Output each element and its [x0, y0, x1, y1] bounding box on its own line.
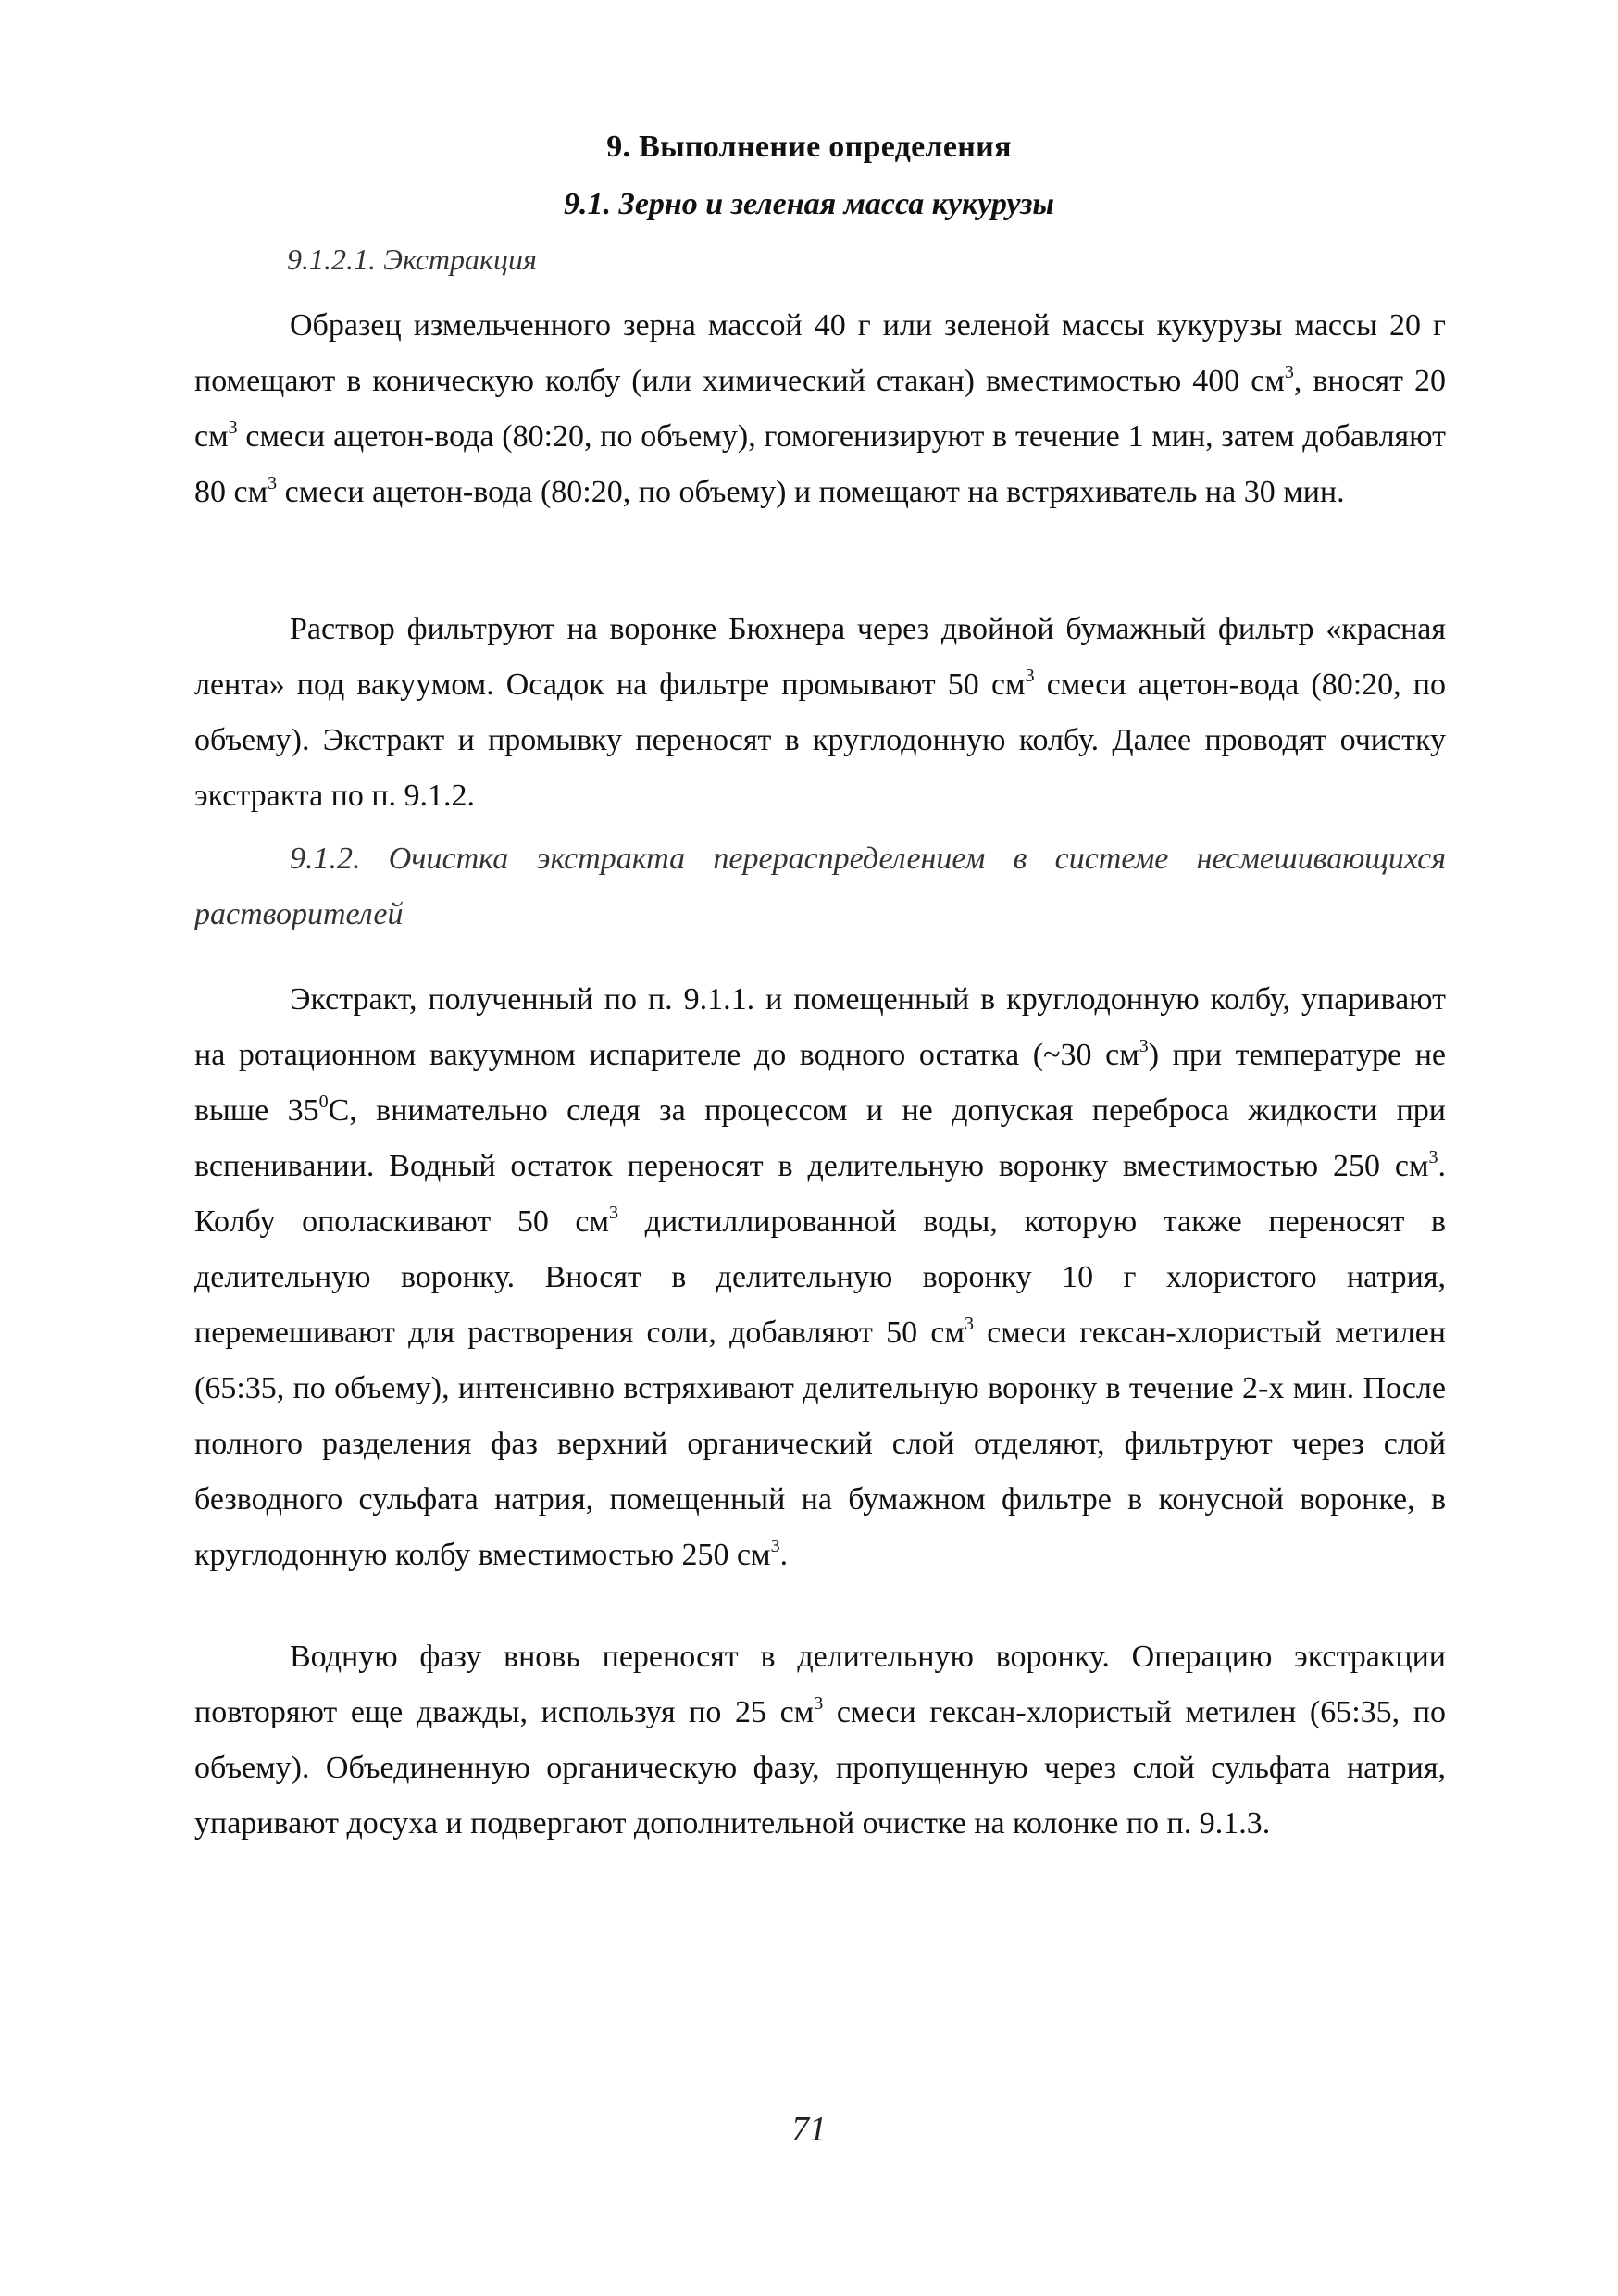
text-run: ) при температуре не выше 35 [194, 1038, 1446, 1128]
text-run: Образец измельченного зерна массой 40 г или зеленой массы кукурузы массы 20 г помещают в коническую колбу (или химический стакан) вместимостью 400 см [194, 308, 1446, 398]
superscript: 3 [609, 1203, 619, 1223]
superscript: 3 [814, 1693, 824, 1714]
paragraph-cleanup [194, 972, 1446, 1583]
superscript: 3 [1025, 666, 1035, 686]
paragraph-filtration [194, 602, 1446, 824]
text-run: смеси ацетон-вода (80:20, по объему) и помещают на встряхиватель на 30 мин. [277, 475, 1345, 509]
page-number: 71 [791, 2110, 827, 2149]
text-run: смеси гексан-хлористый метилен (65:35, по объему), интенсивно встряхивают делительную воронку в течение 2-х мин. После полного разделения фаз верхний органический слой отделяют, фильтруют через слой безводного сульфата натрия, помещенный на бумажном фильтре в конусной воронке, в круглодонную колбу вместимостью 250 см [194, 1316, 1446, 1572]
superscript: 3 [268, 473, 278, 493]
text-run: смеси гексан-хлористый метилен (65:35, по объему). Объединенную органическую фазу, пропущенную через слой сульфата натрия, упаривают досуха и подвергают дополнительной очистке на колонке по п. 9.1.3. [194, 1695, 1446, 1841]
superscript: 3 [228, 418, 238, 438]
superscript: 3 [1139, 1036, 1149, 1056]
text-run: Раствор фильтруют на воронке Бюхнера через двойной бумажный фильтр «красная лента» под вакуумом. Осадок на фильтре промывают 50 см [194, 612, 1446, 702]
text-run: , вносят 20 см [194, 364, 1447, 454]
paragraph-repeat-extraction [194, 1629, 1446, 1852]
text-run: С, внимательно следя за процессом и не допуская переброса жидкости при вспенивании. Водный остаток переносят в делительную воронку вместимостью 250 см [194, 1093, 1446, 1183]
superscript: 3 [1428, 1147, 1438, 1167]
section-heading: 9. Выполнение определения [606, 130, 1012, 164]
superscript: 3 [770, 1536, 780, 1556]
text-run: Экстракт, полученный по п. 9.1.1. и помещенный в круглодонную колбу, упаривают на ротационном вакуумном испарителе до водного остатка (~30 см [194, 982, 1446, 1072]
text-run: . [779, 1538, 789, 1572]
text-run: смеси ацетон-вода (80:20, по объему), гомогенизируют в течение 1 мин, затем добавляют 80 см [194, 419, 1446, 509]
superscript: 0 [318, 1092, 329, 1112]
paragraph-extraction [194, 298, 1446, 520]
text-run: Водную фазу вновь переносят в делительную воронку. Операцию экстракции повторяют еще дважды, используя по 25 см [194, 1640, 1446, 1729]
subsection-extraction-label: 9.1.2.1. Экстракция [287, 243, 537, 276]
superscript: 3 [1284, 362, 1294, 382]
text-run: смеси ацетон-вода (80:20, по объему). Экстракт и промывку переносят в круглодонную колбу. Далее проводят очистку экстракта по п. 9.1.2. [194, 668, 1446, 813]
text-run: . Колбу ополаскивают 50 см [194, 1149, 1446, 1239]
superscript: 3 [964, 1314, 974, 1334]
subsection-heading: 9.1. Зерно и зеленая масса кукурузы [564, 187, 1054, 221]
text-run: дистиллированной воды, которую также переносят в делительную воронку. Вносят в делительную воронку 10 г хлористого натрия, перемешивают для растворения соли, добавляют 50 см [194, 1204, 1446, 1350]
subsection-cleanup-label: 9.1.2. Очистка экстракта перераспределением в системе несмешивающихся растворителей [194, 842, 1446, 931]
